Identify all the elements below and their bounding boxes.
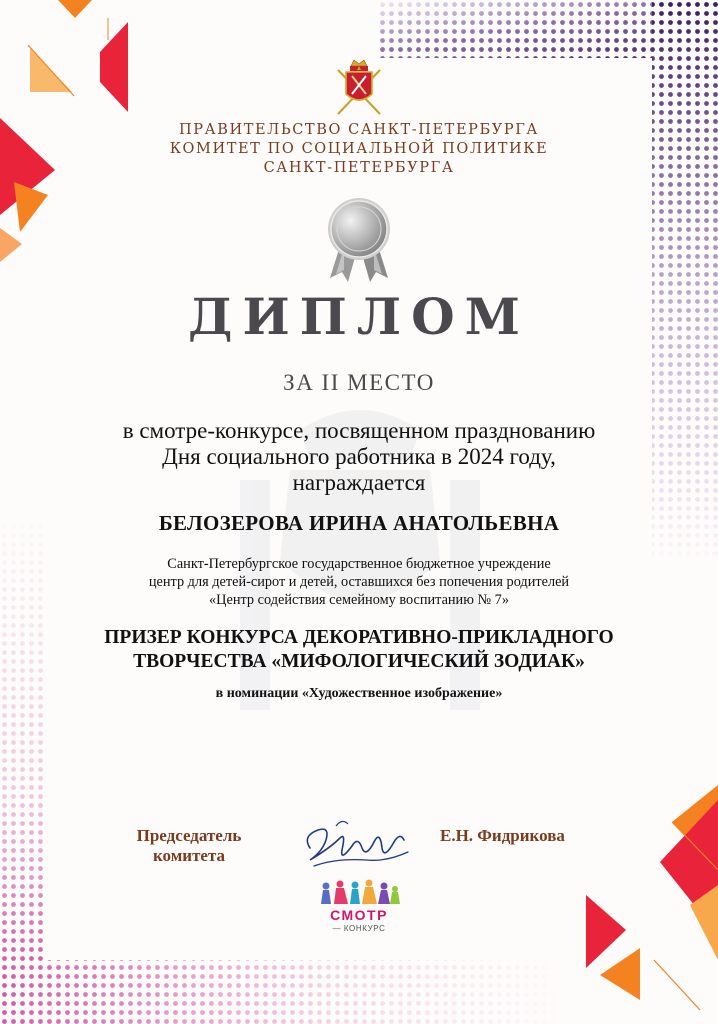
description-line-3: награждается [292, 470, 426, 495]
prize-line-2: ТВОРЧЕСТВА «МИФОЛОГИЧЕСКИЙ ЗОДИАК» [133, 651, 585, 672]
handwritten-signature [296, 808, 416, 880]
signer-role [104, 826, 274, 866]
award-description [0, 418, 718, 496]
contest-logo-subtitle: — КОНКУРС [332, 924, 386, 933]
silver-medal-icon [318, 196, 400, 282]
nomination: в номинации «Художественное изображение» [215, 686, 503, 701]
organization-line-2: центр для детей-сирот и детей, оставшихся без попечения родителей [148, 574, 570, 590]
diploma-title: ДИПЛОМ [187, 287, 531, 346]
signer-role-line-1: Председатель [136, 826, 242, 845]
authority-line-3: САНКТ-ПЕТЕРБУРГА [263, 160, 455, 176]
signer-name: Е.Н. Фидрикова [440, 826, 565, 845]
description-line-1: в смотре-конкурсе, посвященном празднованию [122, 418, 596, 443]
contest-logo-word: СМОТР [330, 907, 388, 923]
recipient-name: БЕЛОЗЕРОВА ИРИНА АНАТОЛЬЕВНА [158, 511, 560, 535]
award-place: ЗА II МЕСТО [283, 370, 435, 395]
organization-line-1: Санкт-Петербургское государственное бюджетное учреждение [167, 556, 551, 572]
coat-of-arms-icon [334, 58, 384, 118]
prize-line-1: ПРИЗЕР КОНКУРСА ДЕКОРАТИВНО-ПРИКЛАДНОГО [104, 627, 614, 648]
recipient-organization [0, 555, 718, 609]
signer-role-line-2: комитета [152, 846, 226, 865]
organization-line-3: «Центр содействия семейному воспитанию № 7» [209, 592, 509, 608]
authority-line-2: КОМИТЕТ ПО СОЦИАЛЬНОЙ ПОЛИТИКЕ [169, 141, 549, 157]
issuing-authority [0, 121, 718, 178]
description-line-2: Дня социального работника в 2024 году, [162, 444, 556, 469]
authority-line-1: ПРАВИТЕЛЬСТВО САНКТ-ПЕТЕРБУРГА [179, 122, 539, 138]
prize-title [0, 626, 718, 674]
